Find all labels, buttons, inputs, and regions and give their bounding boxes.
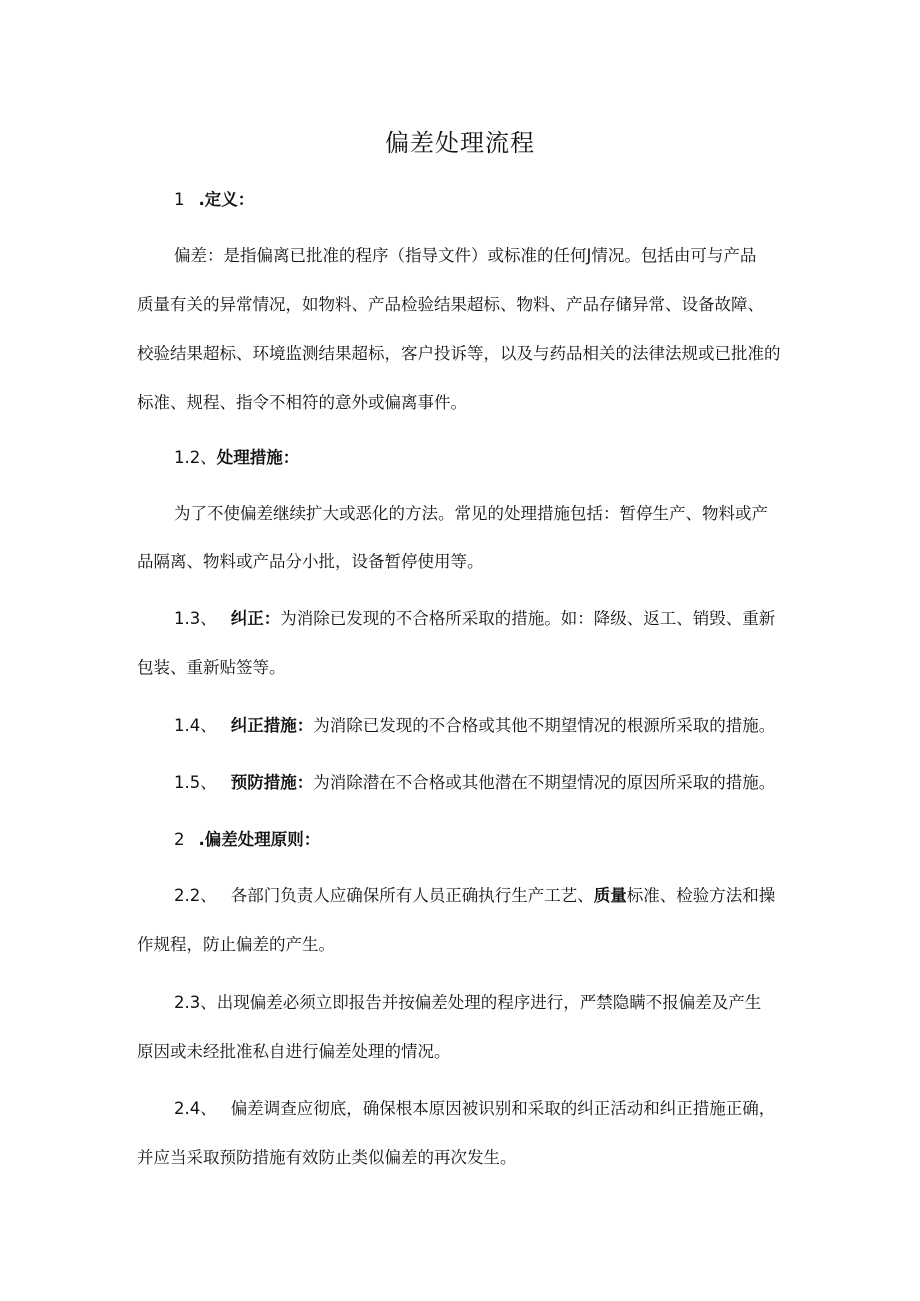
- term-definition: 为消除潜在不合格或其他潜在不期望情况的原因所采取的措施。: [313, 773, 776, 792]
- emphasis-text: 质量: [593, 886, 627, 905]
- section-number: 1.5、: [174, 773, 217, 792]
- section-1-2-heading: [174, 446, 299, 470]
- term-label: 纠正措施：: [230, 716, 314, 735]
- paragraph-line: 原因或未经批准私自进行偏差处理的情况。: [137, 1042, 451, 1061]
- section-number: 2.4、: [174, 1099, 217, 1118]
- paragraph-line: 包装、重新贴签等。: [137, 658, 286, 677]
- paragraph-line: 校验结果超标、环境监测结果超标，客户投诉等，以及与药品相关的法律法规或已批准的: [137, 344, 781, 363]
- section-1-heading: [174, 188, 254, 212]
- paragraph-text: 各部门负责人应确保所有人员正确执行生产工艺、: [230, 886, 594, 905]
- paragraph-line: 为了不使偏差继续扩大或恶化的方法。常见的处理措施包括：暂停生产、物料或产: [174, 504, 768, 523]
- paragraph-line: 质量有关的异常情况，如物料、产品检验结果超标、物料、产品存储异常、设备故障、: [137, 295, 764, 314]
- paragraph-text: 标准、检验方法和操: [626, 886, 776, 905]
- section-heading-text: .偏差处理原则：: [198, 830, 321, 849]
- section-heading-text: 处理措施：: [216, 448, 300, 467]
- section-1-5: [174, 771, 775, 795]
- section-number: 2: [174, 830, 185, 849]
- document-title: 偏差处理流程: [385, 129, 535, 157]
- section-number: 2.2、: [174, 886, 217, 905]
- paragraph-line: 品隔离、物料或产品分小批，设备暂停使用等。: [137, 552, 484, 571]
- section-2-3: [174, 991, 761, 1015]
- term-definition: 为消除已发现的不合格所采取的措施。如：降级、返工、销毁、重新: [280, 609, 776, 628]
- section-1-3: [174, 607, 775, 631]
- section-number: 1.3、: [174, 609, 217, 628]
- paragraph-text: 出现偏差必须立即报告并按偏差处理的程序进行，严禁隐瞒不报偏差及产生: [216, 993, 762, 1012]
- section-2-4: [174, 1097, 775, 1121]
- paragraph-line: 作规程，防止偏差的产生。: [137, 935, 335, 954]
- term-label: 纠正：: [230, 609, 281, 628]
- section-2-heading: [174, 828, 320, 852]
- section-number: 2.3、: [174, 993, 217, 1012]
- term-label: 预防措施：: [230, 773, 314, 792]
- paragraph-line: 偏差：是指偏离已批准的程序（指导文件）或标准的任何J情况。包括由可与产品: [174, 246, 757, 265]
- section-heading-text: .定义：: [198, 190, 255, 209]
- section-number: 1: [174, 190, 185, 209]
- paragraph-line: 标准、规程、指令不相符的意外或偏离事件。: [137, 393, 467, 412]
- section-number: 1.2、: [174, 448, 217, 467]
- paragraph-line: 并应当采取预防措施有效防止类似偏差的再次发生。: [137, 1148, 517, 1167]
- section-2-2: [174, 884, 775, 908]
- term-definition: 为消除已发现的不合格或其他不期望情况的根源所采取的措施。: [313, 716, 776, 735]
- paragraph-text: 偏差调查应彻底，确保根本原因被识别和采取的纠正活动和纠正措施正确，: [230, 1099, 776, 1118]
- section-number: 1.4、: [174, 716, 217, 735]
- section-1-4: [174, 714, 775, 738]
